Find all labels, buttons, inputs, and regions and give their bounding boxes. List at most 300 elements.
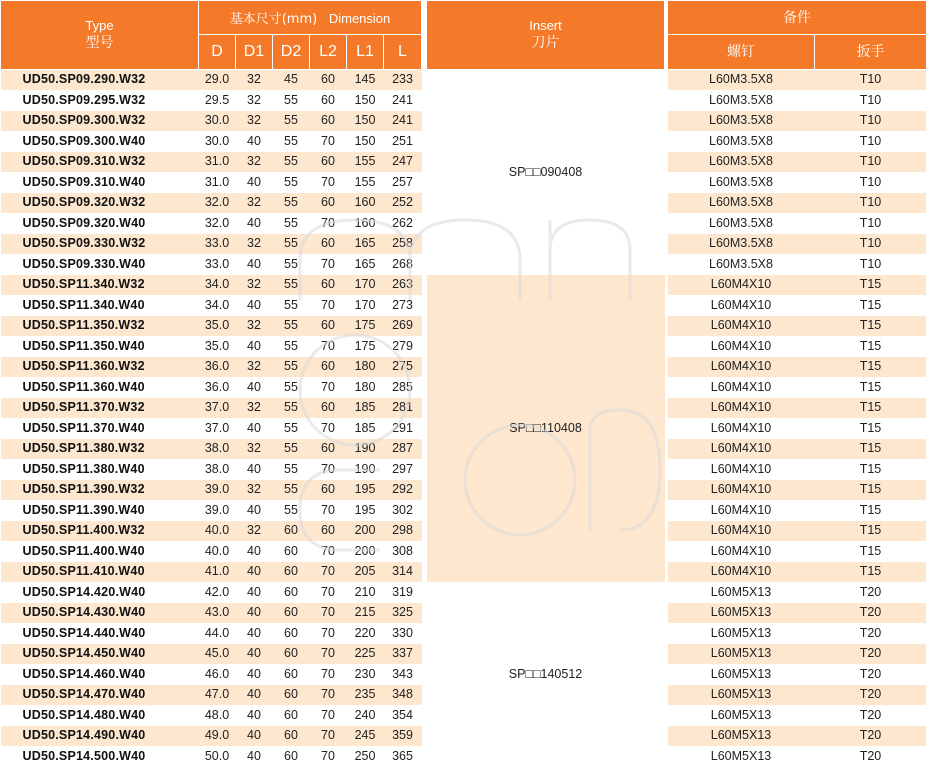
cell-type: UD50.SP11.400.W40 (1, 541, 199, 562)
header-dimension-cn: 基本尺寸(mm) (229, 12, 318, 27)
cell-D1: 40 (236, 685, 273, 706)
cell-D2: 55 (273, 439, 310, 460)
cell-D: 39.0 (199, 480, 236, 501)
cell-L1: 155 (347, 152, 384, 173)
cell-D: 31.0 (199, 152, 236, 173)
cell-wrench: T10 (815, 152, 926, 173)
cell-L: 337 (384, 644, 422, 665)
cell-L: 268 (384, 254, 422, 275)
cell-D: 31.0 (199, 172, 236, 193)
cell-type: UD50.SP11.390.W40 (1, 500, 199, 521)
cell-D1: 40 (236, 541, 273, 562)
cell-D2: 55 (273, 213, 310, 234)
cell-screw: L60M4X10 (668, 562, 815, 583)
cell-D: 40.0 (199, 521, 236, 542)
cell-type: UD50.SP09.300.W40 (1, 131, 199, 152)
cell-D: 38.0 (199, 439, 236, 460)
cell-D2: 55 (273, 316, 310, 337)
cell-D1: 40 (236, 500, 273, 521)
cell-L1: 245 (347, 726, 384, 747)
cell-screw: L60M3.5X8 (668, 172, 815, 193)
cell-L1: 165 (347, 254, 384, 275)
cell-D2: 55 (273, 398, 310, 419)
cell-L1: 230 (347, 664, 384, 685)
cell-type: UD50.SP11.410.W40 (1, 562, 199, 583)
cell-D1: 40 (236, 664, 273, 685)
cell-L2: 70 (310, 172, 347, 193)
cell-D1: 40 (236, 726, 273, 747)
cell-type: UD50.SP11.370.W32 (1, 398, 199, 419)
cell-L1: 160 (347, 193, 384, 214)
cell-gap (422, 234, 427, 255)
cell-insert-group: SP□□110408 (427, 275, 665, 583)
cell-L: 359 (384, 726, 422, 747)
cell-L2: 60 (310, 275, 347, 296)
cell-D: 30.0 (199, 111, 236, 132)
cell-wrench: T15 (815, 439, 926, 460)
cell-D: 36.0 (199, 377, 236, 398)
cell-D2: 60 (273, 705, 310, 726)
cell-wrench: T10 (815, 213, 926, 234)
cell-D2: 55 (273, 275, 310, 296)
cell-insert-group: SP□□140512 (427, 582, 665, 767)
cell-screw: L60M4X10 (668, 316, 815, 337)
cell-gap (422, 623, 427, 644)
cell-L: 233 (384, 70, 422, 91)
cell-D1: 40 (236, 418, 273, 439)
cell-D: 38.0 (199, 459, 236, 480)
cell-D: 37.0 (199, 398, 236, 419)
cell-type: UD50.SP11.380.W32 (1, 439, 199, 460)
cell-L: 273 (384, 295, 422, 316)
cell-D: 49.0 (199, 726, 236, 747)
cell-L1: 155 (347, 172, 384, 193)
cell-type: UD50.SP14.440.W40 (1, 623, 199, 644)
cell-L1: 240 (347, 705, 384, 726)
cell-screw: L60M4X10 (668, 500, 815, 521)
cell-type: UD50.SP14.470.W40 (1, 685, 199, 706)
cell-D2: 55 (273, 131, 310, 152)
cell-type: UD50.SP09.310.W40 (1, 172, 199, 193)
cell-D2: 60 (273, 726, 310, 747)
cell-gap (422, 459, 427, 480)
cell-D1: 32 (236, 234, 273, 255)
cell-D2: 55 (273, 336, 310, 357)
cell-D1: 32 (236, 111, 273, 132)
cell-L2: 60 (310, 521, 347, 542)
cell-L1: 180 (347, 377, 384, 398)
cell-L1: 190 (347, 439, 384, 460)
cell-screw: L60M4X10 (668, 357, 815, 378)
cell-wrench: T10 (815, 193, 926, 214)
cell-L1: 210 (347, 582, 384, 603)
table-row (1, 70, 926, 91)
cell-D2: 60 (273, 582, 310, 603)
cell-screw: L60M5X13 (668, 726, 815, 747)
cell-screw: L60M5X13 (668, 705, 815, 726)
cell-L1: 150 (347, 111, 384, 132)
cell-screw: L60M4X10 (668, 439, 815, 460)
cell-L2: 70 (310, 254, 347, 275)
cell-L2: 60 (310, 357, 347, 378)
cell-D: 32.0 (199, 213, 236, 234)
cell-D2: 55 (273, 377, 310, 398)
cell-type: UD50.SP09.330.W32 (1, 234, 199, 255)
cell-screw: L60M4X10 (668, 377, 815, 398)
cell-screw: L60M5X13 (668, 664, 815, 685)
cell-gap (422, 521, 427, 542)
cell-L2: 70 (310, 746, 347, 767)
cell-screw: L60M4X10 (668, 418, 815, 439)
cell-type: UD50.SP09.290.W32 (1, 70, 199, 91)
cell-D1: 40 (236, 562, 273, 583)
cell-D: 40.0 (199, 541, 236, 562)
cell-L2: 70 (310, 541, 347, 562)
cell-type: UD50.SP09.320.W40 (1, 213, 199, 234)
cell-D1: 40 (236, 582, 273, 603)
cell-gap (422, 254, 427, 275)
cell-D: 34.0 (199, 275, 236, 296)
cell-L2: 70 (310, 644, 347, 665)
cell-D1: 40 (236, 603, 273, 624)
cell-D2: 60 (273, 623, 310, 644)
cell-D: 34.0 (199, 295, 236, 316)
cell-D1: 32 (236, 357, 273, 378)
header-col-L: L (384, 35, 422, 70)
cell-L: 258 (384, 234, 422, 255)
cell-D: 43.0 (199, 603, 236, 624)
cell-L2: 70 (310, 377, 347, 398)
cell-screw: L60M4X10 (668, 398, 815, 419)
cell-L: 275 (384, 357, 422, 378)
cell-D: 50.0 (199, 746, 236, 767)
cell-L1: 205 (347, 562, 384, 583)
cell-D2: 60 (273, 521, 310, 542)
cell-gap (422, 562, 427, 583)
cell-L1: 200 (347, 521, 384, 542)
cell-D2: 60 (273, 664, 310, 685)
cell-gap (422, 644, 427, 665)
cell-screw: L60M4X10 (668, 521, 815, 542)
cell-gap (422, 726, 427, 747)
cell-type: UD50.SP14.450.W40 (1, 644, 199, 665)
cell-wrench: T15 (815, 541, 926, 562)
cell-L1: 175 (347, 316, 384, 337)
cell-L2: 70 (310, 213, 347, 234)
header-wrench-cn: 扳手 (856, 44, 885, 60)
cell-screw: L60M3.5X8 (668, 90, 815, 111)
cell-L2: 60 (310, 439, 347, 460)
cell-screw: L60M5X13 (668, 623, 815, 644)
table-row (1, 582, 926, 603)
cell-L: 348 (384, 685, 422, 706)
header-insert-cn: 刀片 (531, 35, 560, 51)
cell-L: 287 (384, 439, 422, 460)
cell-L: 302 (384, 500, 422, 521)
cell-wrench: T15 (815, 398, 926, 419)
cell-D2: 60 (273, 603, 310, 624)
cell-D1: 40 (236, 377, 273, 398)
cell-wrench: T15 (815, 562, 926, 583)
cell-wrench: T20 (815, 726, 926, 747)
cell-screw: L60M5X13 (668, 685, 815, 706)
cell-L: 285 (384, 377, 422, 398)
cell-wrench: T10 (815, 254, 926, 275)
cell-wrench: T10 (815, 90, 926, 111)
cell-D1: 40 (236, 295, 273, 316)
header-wrench (815, 35, 926, 70)
cell-L: 365 (384, 746, 422, 767)
cell-D1: 32 (236, 70, 273, 91)
cell-L2: 60 (310, 70, 347, 91)
cell-L: 257 (384, 172, 422, 193)
cell-D: 45.0 (199, 644, 236, 665)
cell-L1: 160 (347, 213, 384, 234)
cell-L: 251 (384, 131, 422, 152)
cell-D2: 55 (273, 500, 310, 521)
cell-wrench: T20 (815, 644, 926, 665)
cell-L2: 70 (310, 623, 347, 644)
cell-L1: 195 (347, 500, 384, 521)
cell-L2: 70 (310, 500, 347, 521)
cell-L: 325 (384, 603, 422, 624)
cell-type: UD50.SP14.480.W40 (1, 705, 199, 726)
cell-gap (422, 705, 427, 726)
header-screw-cn: 螺钉 (727, 44, 755, 60)
cell-L2: 70 (310, 418, 347, 439)
cell-L: 269 (384, 316, 422, 337)
cell-L: 319 (384, 582, 422, 603)
cell-type: UD50.SP14.490.W40 (1, 726, 199, 747)
cell-D1: 32 (236, 480, 273, 501)
cell-wrench: T15 (815, 357, 926, 378)
cell-D: 33.0 (199, 234, 236, 255)
cell-wrench: T15 (815, 377, 926, 398)
cell-gap (422, 213, 427, 234)
cell-D2: 55 (273, 459, 310, 480)
cell-screw: L60M5X13 (668, 644, 815, 665)
cell-L2: 70 (310, 664, 347, 685)
cell-L2: 70 (310, 705, 347, 726)
cell-L2: 60 (310, 398, 347, 419)
cell-L2: 70 (310, 582, 347, 603)
cell-D1: 40 (236, 459, 273, 480)
cell-L: 241 (384, 111, 422, 132)
cell-D1: 32 (236, 398, 273, 419)
cell-screw: L60M3.5X8 (668, 234, 815, 255)
cell-L2: 60 (310, 480, 347, 501)
cell-type: UD50.SP14.420.W40 (1, 582, 199, 603)
cell-D: 47.0 (199, 685, 236, 706)
cell-type: UD50.SP11.360.W40 (1, 377, 199, 398)
cell-screw: L60M5X13 (668, 582, 815, 603)
cell-wrench: T10 (815, 111, 926, 132)
cell-screw: L60M4X10 (668, 459, 815, 480)
cell-screw: L60M4X10 (668, 541, 815, 562)
cell-L: 314 (384, 562, 422, 583)
cell-gap (422, 603, 427, 624)
header-insert-en: Insert (529, 18, 562, 33)
cell-L1: 150 (347, 90, 384, 111)
header-dimension (199, 1, 422, 35)
cell-L1: 195 (347, 480, 384, 501)
cell-L1: 175 (347, 336, 384, 357)
cell-gap (422, 336, 427, 357)
cell-L: 308 (384, 541, 422, 562)
cell-D1: 40 (236, 705, 273, 726)
cell-D1: 40 (236, 746, 273, 767)
cell-L2: 70 (310, 131, 347, 152)
header-col-D1: D1 (236, 35, 273, 70)
cell-type: UD50.SP09.300.W32 (1, 111, 199, 132)
header-col-L1: L1 (347, 35, 384, 70)
cell-insert-group: SP□□090408 (427, 70, 665, 275)
cell-D2: 55 (273, 357, 310, 378)
header-type (1, 1, 199, 70)
cell-wrench: T20 (815, 685, 926, 706)
cell-L2: 60 (310, 90, 347, 111)
cell-type: UD50.SP11.370.W40 (1, 418, 199, 439)
cell-type: UD50.SP11.340.W32 (1, 275, 199, 296)
cell-D2: 45 (273, 70, 310, 91)
cell-L1: 170 (347, 295, 384, 316)
cell-L2: 70 (310, 685, 347, 706)
cell-L: 252 (384, 193, 422, 214)
cell-screw: L60M4X10 (668, 480, 815, 501)
cell-D2: 55 (273, 172, 310, 193)
cell-L: 247 (384, 152, 422, 173)
cell-wrench: T20 (815, 705, 926, 726)
cell-screw: L60M4X10 (668, 295, 815, 316)
cell-gap (422, 172, 427, 193)
cell-type: UD50.SP11.360.W32 (1, 357, 199, 378)
header-type-cn: 型号 (85, 35, 114, 51)
cell-type: UD50.SP11.380.W40 (1, 459, 199, 480)
cell-D1: 40 (236, 644, 273, 665)
cell-L2: 70 (310, 726, 347, 747)
cell-wrench: T15 (815, 418, 926, 439)
cell-wrench: T20 (815, 664, 926, 685)
cell-D: 41.0 (199, 562, 236, 583)
cell-L1: 250 (347, 746, 384, 767)
cell-D1: 40 (236, 213, 273, 234)
cell-L1: 225 (347, 644, 384, 665)
cell-screw: L60M4X10 (668, 336, 815, 357)
cell-L2: 70 (310, 295, 347, 316)
cell-type: UD50.SP09.295.W32 (1, 90, 199, 111)
cell-wrench: T15 (815, 316, 926, 337)
cell-L2: 70 (310, 603, 347, 624)
cell-L1: 190 (347, 459, 384, 480)
cell-gap (422, 152, 427, 173)
cell-L2: 60 (310, 111, 347, 132)
header-type-en: Type (85, 18, 114, 33)
cell-D1: 32 (236, 275, 273, 296)
cell-D2: 55 (273, 295, 310, 316)
cell-L: 281 (384, 398, 422, 419)
cell-D1: 32 (236, 439, 273, 460)
cell-L: 291 (384, 418, 422, 439)
cell-gap (422, 193, 427, 214)
cell-L: 343 (384, 664, 422, 685)
cell-wrench: T20 (815, 582, 926, 603)
cell-D: 42.0 (199, 582, 236, 603)
cell-wrench: T15 (815, 295, 926, 316)
cell-screw: L60M3.5X8 (668, 131, 815, 152)
cell-wrench: T15 (815, 336, 926, 357)
cell-D1: 40 (236, 172, 273, 193)
cell-gap (422, 439, 427, 460)
cell-screw: L60M3.5X8 (668, 70, 815, 91)
cell-gap (422, 664, 427, 685)
cell-L1: 150 (347, 131, 384, 152)
spec-table-body (1, 70, 926, 767)
cell-D: 29.0 (199, 70, 236, 91)
cell-L2: 60 (310, 316, 347, 337)
cell-L: 279 (384, 336, 422, 357)
cell-wrench: T15 (815, 459, 926, 480)
cell-D2: 60 (273, 562, 310, 583)
cell-gap (422, 480, 427, 501)
cell-D1: 32 (236, 316, 273, 337)
cell-wrench: T10 (815, 234, 926, 255)
cell-type: UD50.SP09.320.W32 (1, 193, 199, 214)
cell-screw: L60M3.5X8 (668, 254, 815, 275)
cell-wrench: T15 (815, 500, 926, 521)
cell-D1: 32 (236, 521, 273, 542)
cell-type: UD50.SP11.350.W32 (1, 316, 199, 337)
cell-L2: 60 (310, 234, 347, 255)
cell-D: 33.0 (199, 254, 236, 275)
cell-D2: 55 (273, 90, 310, 111)
cell-L1: 185 (347, 418, 384, 439)
cell-wrench: T20 (815, 603, 926, 624)
cell-D2: 55 (273, 418, 310, 439)
cell-gap (422, 357, 427, 378)
cell-D1: 32 (236, 152, 273, 173)
cell-D1: 40 (236, 254, 273, 275)
cell-D1: 40 (236, 336, 273, 357)
cell-D: 32.0 (199, 193, 236, 214)
cell-screw: L60M5X13 (668, 746, 815, 767)
cell-L: 241 (384, 90, 422, 111)
cell-L1: 220 (347, 623, 384, 644)
cell-D2: 60 (273, 685, 310, 706)
cell-L2: 70 (310, 562, 347, 583)
cell-L1: 215 (347, 603, 384, 624)
cell-L1: 200 (347, 541, 384, 562)
header-dimension-en: Dimension (328, 11, 391, 26)
cell-type: UD50.SP11.350.W40 (1, 336, 199, 357)
cell-gap (422, 111, 427, 132)
cell-L: 297 (384, 459, 422, 480)
cell-D: 35.0 (199, 316, 236, 337)
cell-type: UD50.SP11.400.W32 (1, 521, 199, 542)
header-col-L2: L2 (310, 35, 347, 70)
cell-L1: 165 (347, 234, 384, 255)
cell-gap (422, 398, 427, 419)
cell-D1: 32 (236, 90, 273, 111)
cell-D: 46.0 (199, 664, 236, 685)
cell-gap (422, 685, 427, 706)
cell-type: UD50.SP14.460.W40 (1, 664, 199, 685)
cell-L: 262 (384, 213, 422, 234)
header-insert (427, 1, 665, 70)
cell-D1: 40 (236, 131, 273, 152)
cell-wrench: T15 (815, 480, 926, 501)
cell-L1: 185 (347, 398, 384, 419)
cell-wrench: T20 (815, 623, 926, 644)
